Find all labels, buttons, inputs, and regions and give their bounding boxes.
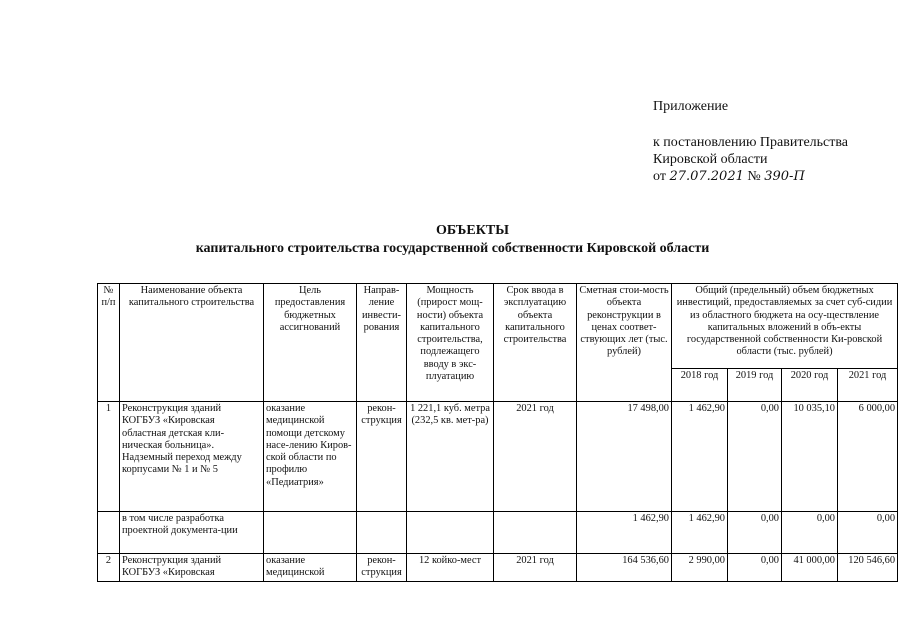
cell-2018: 1 462,90 <box>672 512 728 554</box>
cell-num: 1 <box>98 402 120 512</box>
header-num: № п/п <box>98 284 120 402</box>
cell-2020: 10 035,10 <box>782 402 838 512</box>
appendix-block <box>653 98 848 185</box>
date-prefix: от <box>653 169 666 184</box>
cell-cost: 1 462,90 <box>577 512 672 554</box>
cell-goal: оказание медицинской помощи детскому насе-лению Киров-ской области по профилю «Педиатрия» <box>264 402 357 512</box>
cell-2019: 0,00 <box>728 554 782 582</box>
cell-2021: 120 546,60 <box>838 554 898 582</box>
cell-2018: 1 462,90 <box>672 402 728 512</box>
cell-2019: 0,00 <box>728 402 782 512</box>
resolution-number: 390-П <box>764 169 805 184</box>
header-capacity: Мощность (прирост мощ-ности) объекта капитального строительства, подлежащего вводу в экс-плуатацию <box>407 284 494 402</box>
cell-goal <box>264 512 357 554</box>
appendix-region-line: Кировской области <box>653 152 768 167</box>
cell-num <box>98 512 120 554</box>
table-row <box>98 554 898 582</box>
cell-name: Реконструкция зданий КОГБУЗ «Кировская областная детская кли-ническая больница». Надземный переход между корпусами № 1 и № 5 <box>120 402 264 512</box>
cell-capacity: 12 койко-мест <box>407 554 494 582</box>
objects-table <box>97 283 898 582</box>
table-row <box>98 512 898 554</box>
header-year-2020: 2020 год <box>782 369 838 402</box>
cell-capacity <box>407 512 494 554</box>
header-name: Наименование объекта капитального строительства <box>120 284 264 402</box>
cell-goal: оказание медицинской <box>264 554 357 582</box>
cell-term: 2021 год <box>494 554 577 582</box>
cell-2020: 0,00 <box>782 512 838 554</box>
cell-2020: 41 000,00 <box>782 554 838 582</box>
number-prefix: № <box>747 169 761 184</box>
document-title <box>0 222 905 258</box>
appendix-label: Приложение <box>653 99 729 114</box>
cell-cost: 17 498,00 <box>577 402 672 512</box>
cell-cost: 164 536,60 <box>577 554 672 582</box>
header-direction: Направ-ление инвести-рования <box>357 284 407 402</box>
cell-2018: 2 990,00 <box>672 554 728 582</box>
cell-term <box>494 512 577 554</box>
cell-2019: 0,00 <box>728 512 782 554</box>
header-goal: Цель предоставления бюджетных ассигнований <box>264 284 357 402</box>
header-year-2021: 2021 год <box>838 369 898 402</box>
appendix-date-line <box>653 168 848 185</box>
appendix-resolution-line: к постановлению Правительства <box>653 135 849 150</box>
table-header-row <box>98 284 898 369</box>
header-year-2019: 2019 год <box>728 369 782 402</box>
cell-direction <box>357 512 407 554</box>
title-main: ОБЪЕКТЫ <box>436 223 509 238</box>
cell-num: 2 <box>98 554 120 582</box>
cell-2021: 0,00 <box>838 512 898 554</box>
cell-direction: рекон-струкция <box>357 554 407 582</box>
cell-2021: 6 000,00 <box>838 402 898 512</box>
table-row <box>98 402 898 512</box>
title-subtitle: капитального строительства государственной собственности Кировской области <box>195 241 710 256</box>
header-term: Срок ввода в эксплуатацию объекта капитального строительства <box>494 284 577 402</box>
cell-name: в том числе разработка проектной документа-ции <box>120 512 264 554</box>
cell-name: Реконструкция зданий КОГБУЗ «Кировская <box>120 554 264 582</box>
cell-capacity: 1 221,1 куб. метра (232,5 кв. мет-ра) <box>407 402 494 512</box>
cell-direction: рекон-струкция <box>357 402 407 512</box>
resolution-date: 27.07.2021 <box>669 169 744 184</box>
header-cost: Сметная стои-мость объекта реконструкции в ценах соответ-ствующих лет (тыс. рублей) <box>577 284 672 402</box>
header-year-2018: 2018 год <box>672 369 728 402</box>
header-budget: Общий (предельный) объем бюджетных инвестиций, предоставляемых за счет суб-сидии из областного бюджета на осу-ществление капитальных вложений в объ-екты государственной собственности Ки-ровской области (тыс. рублей) <box>672 284 898 369</box>
cell-term: 2021 год <box>494 402 577 512</box>
